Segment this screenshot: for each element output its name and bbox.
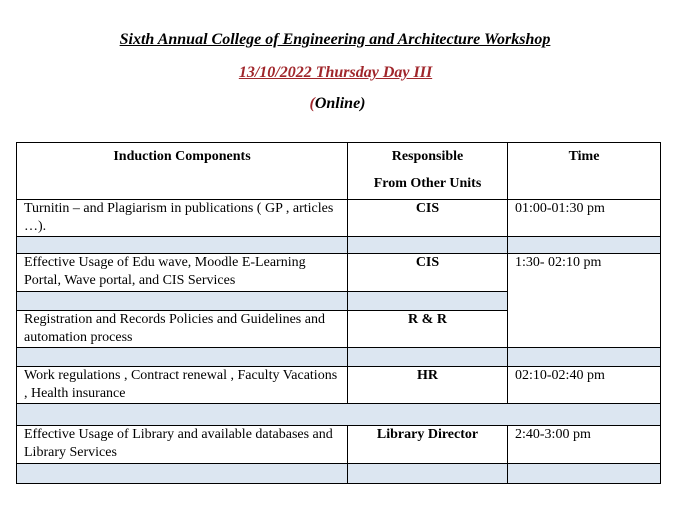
header-responsible bbox=[348, 143, 508, 200]
workshop-mode bbox=[0, 95, 675, 113]
component-cell: Turnitin – and Plagiarism in publications ( GP , articles …). bbox=[17, 200, 348, 237]
component-cell: Effective Usage of Library and available databases and Library Services bbox=[17, 426, 348, 464]
time-cell: 02:10-02:40 pm bbox=[508, 367, 661, 404]
workshop-date: 13/10/2022 Thursday Day III bbox=[238, 64, 433, 81]
component-cell: Work regulations , Contract renewal , Faculty Vacations , Health insurance bbox=[17, 367, 348, 404]
time-cell: 2:40-3:00 pm bbox=[508, 426, 661, 464]
responsible-cell: CIS bbox=[348, 200, 508, 237]
component-cell: Effective Usage of Edu wave, Moodle E-Learning Portal, Wave portal, and CIS Services bbox=[17, 254, 348, 292]
component-cell: Registration and Records Policies and Guidelines and automation process bbox=[17, 311, 348, 348]
schedule-table bbox=[16, 142, 661, 484]
spacer-row bbox=[17, 237, 661, 254]
header-responsible-line2: From Other Units bbox=[373, 176, 482, 191]
table-row bbox=[17, 254, 661, 292]
workshop-title: Sixth Annual College of Engineering and Architecture Workshop bbox=[119, 31, 551, 48]
responsible-cell: R & R bbox=[348, 311, 508, 348]
header-time: Time bbox=[508, 143, 661, 200]
time-cell: 1:30- 02:10 pm bbox=[508, 254, 661, 348]
table-row bbox=[17, 200, 661, 237]
header-induction-components: Induction Components bbox=[17, 143, 348, 200]
spacer-row bbox=[17, 348, 661, 367]
mode-open-paren: ( bbox=[309, 95, 315, 112]
time-cell: 01:00-01:30 pm bbox=[508, 200, 661, 237]
table-header-row bbox=[17, 143, 661, 200]
mode-label: Online) bbox=[314, 95, 366, 112]
spacer-row bbox=[17, 404, 661, 426]
table-row bbox=[17, 367, 661, 404]
spacer-row bbox=[17, 464, 661, 484]
table-row bbox=[17, 426, 661, 464]
responsible-cell: Library Director bbox=[348, 426, 508, 464]
responsible-cell: CIS bbox=[348, 254, 508, 292]
responsible-cell: HR bbox=[348, 367, 508, 404]
header-responsible-line1: Responsible bbox=[391, 149, 464, 164]
